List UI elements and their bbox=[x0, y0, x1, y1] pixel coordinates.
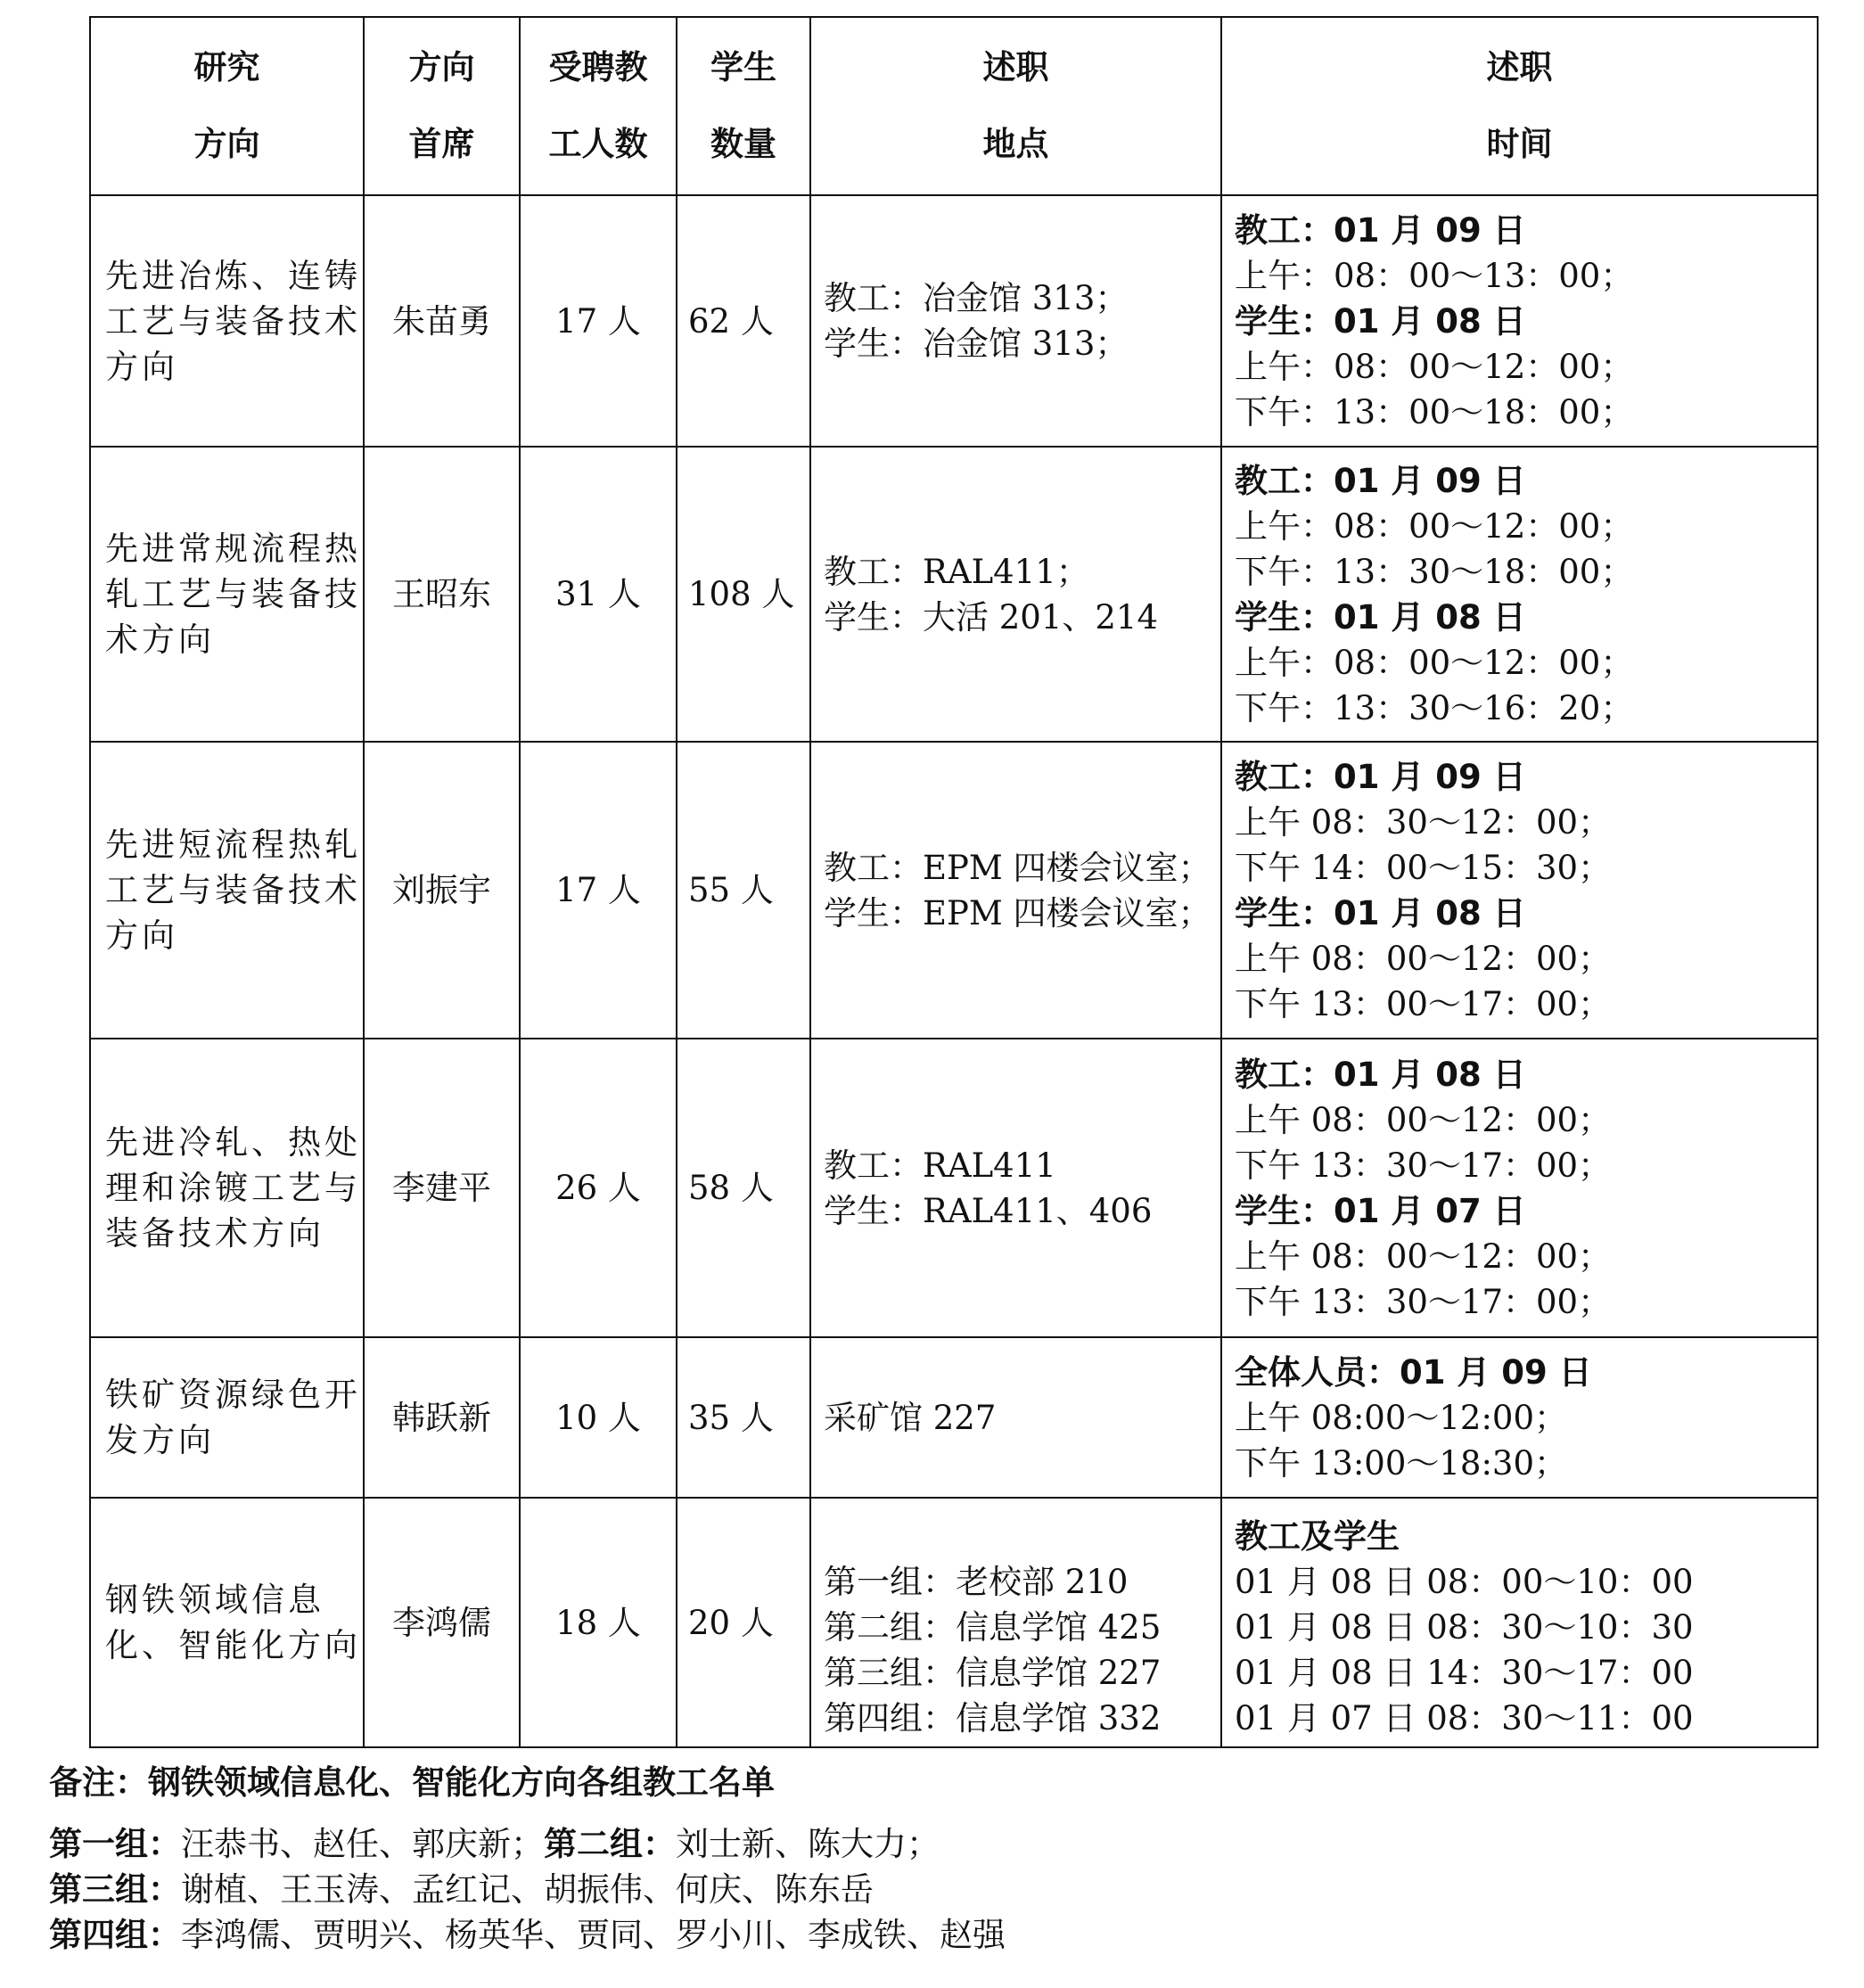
notes-title: 备注：钢铁领域信息化、智能化方向各组教工名单 bbox=[49, 1763, 775, 1802]
group-label: 第二组： bbox=[544, 1825, 676, 1863]
header-faculty-count: 受聘教 工人数 bbox=[520, 17, 677, 195]
header-chief: 方向 首席 bbox=[364, 17, 520, 195]
student-count-cell: 20 人 bbox=[677, 1498, 810, 1747]
table-row bbox=[90, 1498, 1818, 1747]
faculty-count-cell: 18 人 bbox=[520, 1498, 677, 1747]
location-cell: 第一组：老校部 210 第二组：信息学馆 425 第三组：信息学馆 227 第四组：信息学馆 332 bbox=[810, 1498, 1221, 1747]
faculty-count-cell: 10 人 bbox=[520, 1337, 677, 1498]
time-cell: 教工：01 月 09 日 上午 08：30～12：00； 下午 14：00～15：30； 学生：01 月 08 日 上午 08：00～12：00； 下午 13：00～17：00； bbox=[1221, 742, 1818, 1039]
chief-cell: 刘振宇 bbox=[364, 742, 520, 1039]
group-label: 第一组： bbox=[49, 1825, 181, 1863]
chief-cell: 王昭东 bbox=[364, 447, 520, 742]
group-members: 汪恭书、赵任、郭庆新； bbox=[181, 1825, 544, 1863]
group-line bbox=[49, 1912, 1814, 1958]
header-location: 述职 地点 bbox=[810, 17, 1221, 195]
header-time: 述职 时间 bbox=[1221, 17, 1818, 195]
location-cell: 采矿馆 227 bbox=[810, 1337, 1221, 1498]
faculty-count-cell: 17 人 bbox=[520, 742, 677, 1039]
chief-cell: 韩跃新 bbox=[364, 1337, 520, 1498]
table-row bbox=[90, 195, 1818, 447]
table-row bbox=[90, 447, 1818, 742]
time-cell: 教工：01 月 09 日 上午：08：00～12：00； 下午：13：30～18：00； 学生：01 月 08 日 上午：08：00～12：00； 下午：13：30～16：20； bbox=[1221, 447, 1818, 742]
location-cell: 教工：RAL411； 学生：大活 201、214 bbox=[810, 447, 1221, 742]
time-cell: 教工及学生 01 月 08 日 08：00～10：00 01 月 08 日 08：30～10：30 01 月 08 日 14：30～17：00 01 月 07 日 08：30～11：00 bbox=[1221, 1498, 1818, 1747]
group-members: 谢植、王玉涛、孟红记、胡振伟、何庆、陈东岳 bbox=[181, 1870, 874, 1909]
student-count-cell: 35 人 bbox=[677, 1337, 810, 1498]
group-line bbox=[49, 1867, 1814, 1912]
location-cell: 教工：RAL411 学生：RAL411、406 bbox=[810, 1039, 1221, 1337]
faculty-count-cell: 31 人 bbox=[520, 447, 677, 742]
table-row bbox=[90, 1337, 1818, 1498]
group-members: 刘士新、陈大力； bbox=[676, 1825, 940, 1863]
student-count-cell: 62 人 bbox=[677, 195, 810, 447]
student-date-label: 学生：01 月 08 日 bbox=[1235, 597, 1526, 637]
direction-cell: 钢铁领域信息 化、智能化方向 bbox=[90, 1498, 364, 1747]
direction-cell: 先进短流程热轧 工艺与装备技术 方向 bbox=[90, 742, 364, 1039]
time-cell: 教工：01 月 09 日 上午：08：00～13：00； 学生：01 月 08 日 上午：08：00～12：00； 下午：13：00～18：00； bbox=[1221, 195, 1818, 447]
header-direction: 研究 方向 bbox=[90, 17, 364, 195]
student-count-cell: 58 人 bbox=[677, 1039, 810, 1337]
direction-cell: 先进常规流程热 轧工艺与装备技 术方向 bbox=[90, 447, 364, 742]
all-staff-date-label: 全体人员：01 月 09 日 bbox=[1235, 1352, 1592, 1392]
time-cell: 全体人员：01 月 09 日 上午 08:00～12:00； 下午 13:00～18:30； bbox=[1221, 1337, 1818, 1498]
group-label: 第三组： bbox=[49, 1870, 181, 1909]
faculty-date-label: 教工：01 月 09 日 bbox=[1235, 461, 1526, 500]
group-members: 李鸿儒、贾明兴、杨英华、贾同、罗小川、李成铁、赵强 bbox=[181, 1916, 1006, 1954]
location-cell: 教工：冶金馆 313； 学生：冶金馆 313； bbox=[810, 195, 1221, 447]
chief-cell: 李建平 bbox=[364, 1039, 520, 1337]
direction-cell: 先进冷轧、热处 理和涂镀工艺与 装备技术方向 bbox=[90, 1039, 364, 1337]
faculty-count-cell: 26 人 bbox=[520, 1039, 677, 1337]
header-student-count: 学生 数量 bbox=[677, 17, 810, 195]
chief-cell: 李鸿儒 bbox=[364, 1498, 520, 1747]
direction-cell: 先进冶炼、连铸 工艺与装备技术 方向 bbox=[90, 195, 364, 447]
schedule-table bbox=[89, 16, 1819, 1748]
student-date-label: 学生：01 月 08 日 bbox=[1235, 893, 1526, 932]
time-cell: 教工：01 月 08 日 上午 08：00～12：00； 下午 13：30～17：00； 学生：01 月 07 日 上午 08：00～12：00； 下午 13：30～17：00； bbox=[1221, 1039, 1818, 1337]
header-row bbox=[90, 17, 1818, 195]
faculty-date-label: 教工：01 月 09 日 bbox=[1235, 210, 1526, 250]
faculty-date-label: 教工：01 月 09 日 bbox=[1235, 757, 1526, 796]
faculty-count-cell: 17 人 bbox=[520, 195, 677, 447]
student-date-label: 学生：01 月 08 日 bbox=[1235, 301, 1526, 341]
group-label: 第四组： bbox=[49, 1916, 181, 1954]
group-line bbox=[49, 1821, 1814, 1867]
direction-cell: 铁矿资源绿色开 发方向 bbox=[90, 1337, 364, 1498]
faculty-date-label: 教工：01 月 08 日 bbox=[1235, 1055, 1526, 1094]
location-cell: 教工：EPM 四楼会议室； 学生：EPM 四楼会议室； bbox=[810, 742, 1221, 1039]
notes-section bbox=[49, 1761, 1814, 1958]
chief-cell: 朱苗勇 bbox=[364, 195, 520, 447]
student-count-cell: 108 人 bbox=[677, 447, 810, 742]
student-count-cell: 55 人 bbox=[677, 742, 810, 1039]
table-row bbox=[90, 742, 1818, 1039]
student-date-label: 学生：01 月 07 日 bbox=[1235, 1191, 1526, 1230]
table-row bbox=[90, 1039, 1818, 1337]
faculty-student-label: 教工及学生 bbox=[1235, 1517, 1400, 1556]
